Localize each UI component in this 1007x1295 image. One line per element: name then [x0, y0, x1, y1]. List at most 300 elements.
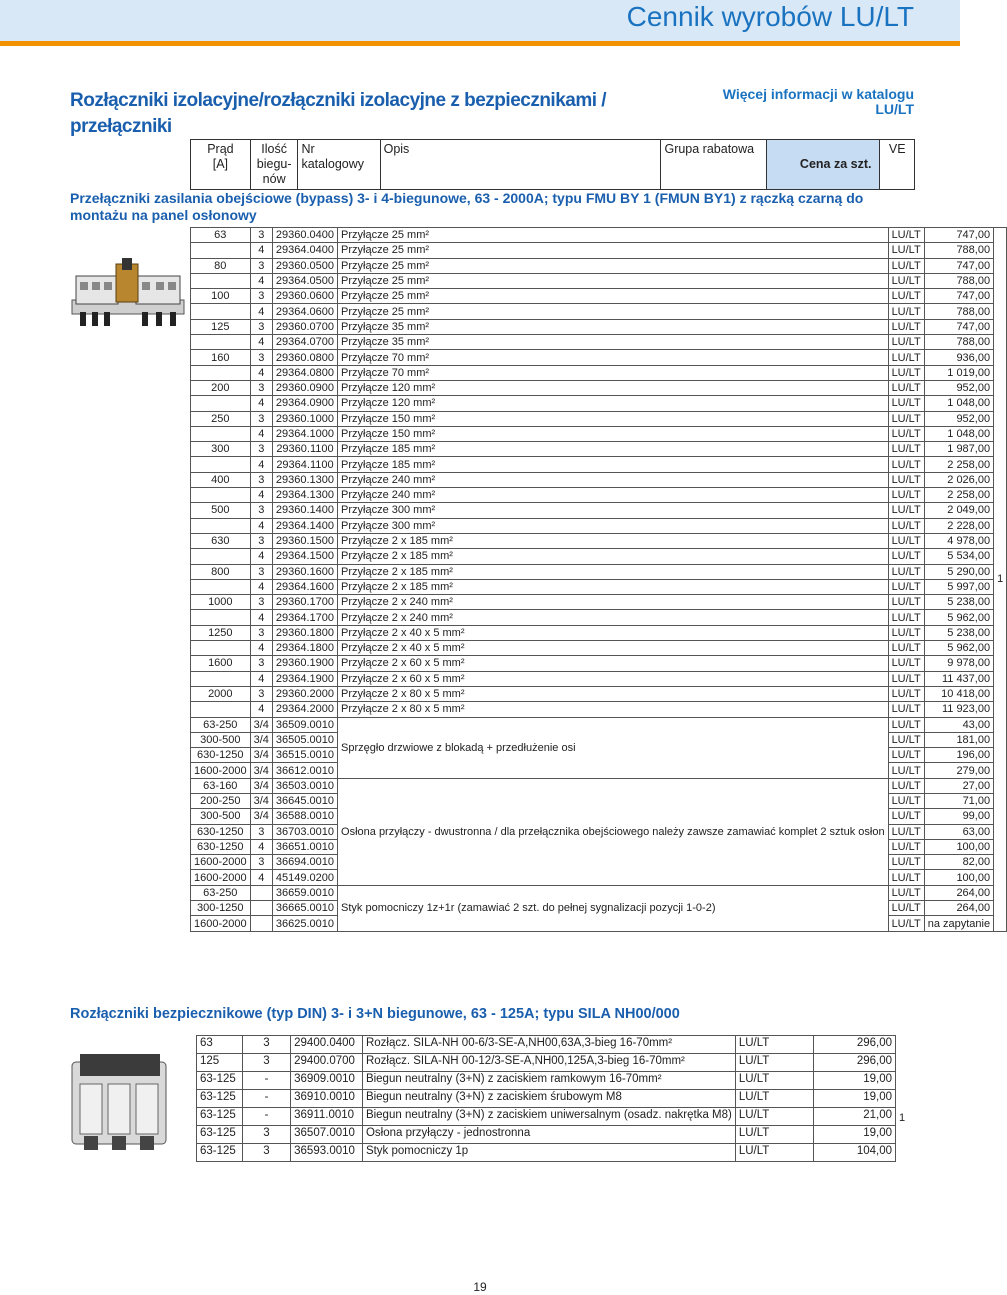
- table-row: [191, 411, 1007, 426]
- poles-cell: 3: [242, 1126, 290, 1144]
- discount-group-cell: LU/LT: [888, 289, 924, 304]
- description-cell: Przyłącze 25 mm²: [338, 304, 889, 319]
- description-cell: Przyłącze 150 mm²: [338, 411, 889, 426]
- price-cell: 19,00: [813, 1072, 895, 1090]
- catalog-number-cell: 29360.1600: [272, 564, 337, 579]
- catalog-info: [723, 87, 914, 117]
- col-prad: [191, 140, 251, 190]
- bypass-switch-photo: [72, 258, 184, 330]
- table-row: [191, 579, 1007, 594]
- current-cell: 1600-2000: [191, 763, 251, 778]
- price-cell: 2 258,00: [924, 457, 993, 472]
- fuse-switch-price-table: [196, 1035, 896, 1162]
- catalog-number-cell: 36694.0010: [272, 855, 337, 870]
- description-cell: Przyłącze 2 x 185 mm²: [338, 549, 889, 564]
- poles-cell: 3/4: [250, 809, 272, 824]
- price-cell: 2 258,00: [924, 488, 993, 503]
- discount-group-cell: LU/LT: [735, 1126, 813, 1144]
- catalog-number-cell: 29360.1300: [272, 472, 337, 487]
- description-cell: Przyłącze 2 x 40 x 5 mm²: [338, 641, 889, 656]
- price-cell: 10 418,00: [924, 686, 993, 701]
- discount-group-cell: LU/LT: [888, 824, 924, 839]
- table-row: [191, 426, 1007, 441]
- description-cell: Biegun neutralny (3+N) z zaciskiem uniwersalnym (osadz. nakrętka M8): [362, 1108, 735, 1126]
- catalog-number-cell: 29364.1300: [272, 488, 337, 503]
- price-cell: 5 962,00: [924, 610, 993, 625]
- discount-group-cell: LU/LT: [888, 426, 924, 441]
- catalog-number-cell: 36515.0010: [272, 748, 337, 763]
- price-cell: 19,00: [813, 1126, 895, 1144]
- catalog-number-cell: 36910.0010: [291, 1090, 363, 1108]
- catalog-number-cell: 36505.0010: [272, 732, 337, 747]
- price-cell: 5 962,00: [924, 641, 993, 656]
- poles-cell: 4: [250, 579, 272, 594]
- catalog-number-cell: 29364.1800: [272, 641, 337, 656]
- current-cell: 63-125: [197, 1108, 243, 1126]
- price-cell: 5 534,00: [924, 549, 993, 564]
- discount-group-cell: LU/LT: [888, 732, 924, 747]
- price-cell: 296,00: [813, 1054, 895, 1072]
- table-row: [191, 350, 1007, 365]
- current-cell: 500: [191, 503, 251, 518]
- section2-ve: 1: [899, 1112, 906, 1124]
- catalog-number-cell: 29400.0400: [291, 1036, 363, 1054]
- poles-cell: 4: [250, 335, 272, 350]
- poles-cell: 4: [250, 641, 272, 656]
- description-cell: Przyłącze 70 mm²: [338, 350, 889, 365]
- description-cell: Przyłącze 2 x 40 x 5 mm²: [338, 625, 889, 640]
- poles-cell: 3: [250, 595, 272, 610]
- poles-cell: 4: [250, 702, 272, 717]
- catalog-number-cell: 29360.1000: [272, 411, 337, 426]
- description-cell: Przyłącze 120 mm²: [338, 396, 889, 411]
- description-cell: Przyłącze 240 mm²: [338, 472, 889, 487]
- catalog-number-cell: 29360.1700: [272, 595, 337, 610]
- table-row: [191, 319, 1007, 334]
- current-cell: [191, 243, 251, 258]
- catalog-number-cell: 29400.0700: [291, 1054, 363, 1072]
- discount-group-cell: LU/LT: [888, 855, 924, 870]
- poles-cell: 3/4: [250, 748, 272, 763]
- poles-cell: 4: [250, 839, 272, 854]
- price-cell: na zapytanie: [924, 916, 993, 931]
- catalog-number-cell: 29364.1600: [272, 579, 337, 594]
- price-cell: 19,00: [813, 1090, 895, 1108]
- discount-group-cell: LU/LT: [888, 579, 924, 594]
- current-cell: 300-500: [191, 732, 251, 747]
- discount-group-cell: LU/LT: [888, 763, 924, 778]
- discount-group-cell: LU/LT: [888, 319, 924, 334]
- current-cell: 630: [191, 533, 251, 548]
- price-cell: 952,00: [924, 380, 993, 395]
- current-cell: 630-1250: [191, 824, 251, 839]
- col-cena: Cena za szt.: [766, 140, 880, 190]
- poles-cell: 3: [250, 656, 272, 671]
- accessory-description: Sprzęgło drzwiowe z blokadą + przedłużenie osi: [338, 717, 889, 778]
- description-cell: Przyłącze 2 x 240 mm²: [338, 610, 889, 625]
- price-cell: 952,00: [924, 411, 993, 426]
- discount-group-cell: LU/LT: [888, 549, 924, 564]
- current-cell: 200: [191, 380, 251, 395]
- discount-group-cell: LU/LT: [735, 1090, 813, 1108]
- discount-group-cell: LU/LT: [888, 472, 924, 487]
- description-cell: Biegun neutralny (3+N) z zaciskiem ramkowym 16-70mm²: [362, 1072, 735, 1090]
- catalog-number-cell: 45149.0200: [272, 870, 337, 885]
- description-cell: Przyłącze 25 mm²: [338, 243, 889, 258]
- current-cell: 100: [191, 289, 251, 304]
- discount-group-cell: LU/LT: [888, 916, 924, 931]
- discount-group-cell: LU/LT: [735, 1036, 813, 1054]
- description-cell: Przyłącze 25 mm²: [338, 273, 889, 288]
- current-cell: 63-250: [191, 717, 251, 732]
- discount-group-cell: LU/LT: [888, 778, 924, 793]
- table-row: [191, 610, 1007, 625]
- poles-cell: 3: [250, 503, 272, 518]
- price-cell: 747,00: [924, 319, 993, 334]
- poles-cell: 3: [250, 533, 272, 548]
- current-cell: 63-125: [197, 1126, 243, 1144]
- poles-cell: 4: [250, 365, 272, 380]
- current-cell: 63-125: [197, 1144, 243, 1162]
- discount-group-cell: LU/LT: [888, 885, 924, 900]
- table-row: [191, 549, 1007, 564]
- table-row: [191, 625, 1007, 640]
- discount-group-cell: LU/LT: [888, 839, 924, 854]
- catalog-number-cell: 36645.0010: [272, 793, 337, 808]
- current-cell: 125: [191, 319, 251, 334]
- table-row: [191, 656, 1007, 671]
- table-row: [191, 258, 1007, 273]
- description-cell: Rozłącz. SILA-NH 00-12/3-SE-A,NH00,125A,3-bieg 16-70mm²: [362, 1054, 735, 1072]
- current-cell: 1600-2000: [191, 870, 251, 885]
- catalog-number-cell: 36593.0010: [291, 1144, 363, 1162]
- price-cell: 196,00: [924, 748, 993, 763]
- current-cell: 1250: [191, 625, 251, 640]
- current-cell: [191, 273, 251, 288]
- catalog-number-cell: 36909.0010: [291, 1072, 363, 1090]
- current-cell: 630-1250: [191, 839, 251, 854]
- table-row: [191, 503, 1007, 518]
- current-cell: 300: [191, 442, 251, 457]
- catalog-number-cell: 29364.0900: [272, 396, 337, 411]
- discount-group-cell: LU/LT: [888, 457, 924, 472]
- current-cell: 160: [191, 350, 251, 365]
- discount-group-cell: LU/LT: [888, 533, 924, 548]
- catalog-number-cell: 29364.0400: [272, 243, 337, 258]
- price-cell: 5 997,00: [924, 579, 993, 594]
- poles-cell: 3/4: [250, 793, 272, 808]
- description-cell: Przyłącze 185 mm²: [338, 457, 889, 472]
- ve-cell: 1: [994, 228, 1007, 932]
- table-row: [191, 380, 1007, 395]
- page-number: 19: [473, 1280, 487, 1294]
- price-cell: 63,00: [924, 824, 993, 839]
- price-cell: 4 978,00: [924, 533, 993, 548]
- catalog-number-cell: 29360.1900: [272, 656, 337, 671]
- catalog-number-cell: 36703.0010: [272, 824, 337, 839]
- discount-group-cell: LU/LT: [888, 793, 924, 808]
- catalog-number-cell: 29364.0800: [272, 365, 337, 380]
- poles-cell: 4: [250, 273, 272, 288]
- price-cell: 43,00: [924, 717, 993, 732]
- catalog-number-cell: 36509.0010: [272, 717, 337, 732]
- catalog-number-cell: 29364.1500: [272, 549, 337, 564]
- table-row: [197, 1054, 896, 1072]
- poles-cell: [250, 916, 272, 931]
- price-cell: 2 049,00: [924, 503, 993, 518]
- catalog-number-cell: 29364.1900: [272, 671, 337, 686]
- price-cell: 5 238,00: [924, 625, 993, 640]
- poles-cell: 4: [250, 304, 272, 319]
- price-cell: 181,00: [924, 732, 993, 747]
- poles-cell: 4: [250, 518, 272, 533]
- price-cell: 747,00: [924, 258, 993, 273]
- description-cell: Przyłącze 2 x 240 mm²: [338, 595, 889, 610]
- section2-title: Rozłączniki bezpiecznikowe (typ DIN) 3- i 3+N biegunowe, 63 - 125A; typu SILA NH00/000: [70, 1006, 680, 1022]
- catalog-info-line2: LU/LT: [875, 101, 914, 117]
- discount-group-cell: LU/LT: [735, 1144, 813, 1162]
- poles-cell: 4: [250, 426, 272, 441]
- table-row: [197, 1108, 896, 1126]
- catalog-number-cell: 29364.1700: [272, 610, 337, 625]
- price-cell: 2 228,00: [924, 518, 993, 533]
- current-cell: 800: [191, 564, 251, 579]
- price-cell: 11 923,00: [924, 702, 993, 717]
- discount-group-cell: LU/LT: [888, 380, 924, 395]
- discount-group-cell: LU/LT: [888, 686, 924, 701]
- description-cell: Przyłącze 2 x 185 mm²: [338, 533, 889, 548]
- table-row: [197, 1144, 896, 1162]
- current-cell: [191, 579, 251, 594]
- price-cell: 788,00: [924, 273, 993, 288]
- catalog-number-cell: 29364.1000: [272, 426, 337, 441]
- page-header-title: Cennik wyrobów LU/LT: [626, 1, 914, 32]
- price-cell: 5 290,00: [924, 564, 993, 579]
- accessory-description: Styk pomocniczy 1z+1r (zamawiać 2 szt. do pełnej sygnalizacji pozycji 1-0-2): [338, 885, 889, 931]
- table-row: [191, 273, 1007, 288]
- catalog-number-cell: 36612.0010: [272, 763, 337, 778]
- description-cell: Przyłącze 70 mm²: [338, 365, 889, 380]
- poles-cell: 4: [250, 488, 272, 503]
- col-opis: Opis: [380, 140, 661, 190]
- catalog-number-cell: 29360.0600: [272, 289, 337, 304]
- current-cell: 63: [191, 228, 251, 243]
- description-cell: Przyłącze 2 x 185 mm²: [338, 579, 889, 594]
- current-cell: [191, 457, 251, 472]
- current-cell: 63-125: [197, 1090, 243, 1108]
- description-cell: Przyłącze 2 x 80 x 5 mm²: [338, 686, 889, 701]
- accessory-description: Osłona przyłączy - dwustronna / dla przełącznika obejściowego należy zawsze zamawiać komplet 2 sztuk osłon: [338, 778, 889, 885]
- price-cell: 279,00: [924, 763, 993, 778]
- price-cell: 100,00: [924, 870, 993, 885]
- poles-cell: 3: [250, 472, 272, 487]
- catalog-number-cell: 29360.1400: [272, 503, 337, 518]
- table-row: [191, 533, 1007, 548]
- col-prad-line1: Prąd: [207, 142, 234, 156]
- price-cell: 1 019,00: [924, 365, 993, 380]
- col-nr: Nr katalogowy: [298, 140, 380, 190]
- current-cell: 1000: [191, 595, 251, 610]
- discount-group-cell: LU/LT: [888, 335, 924, 350]
- discount-group-cell: LU/LT: [888, 350, 924, 365]
- current-cell: 80: [191, 258, 251, 273]
- table-row: [191, 518, 1007, 533]
- table-row: [191, 243, 1007, 258]
- current-cell: 200-250: [191, 793, 251, 808]
- price-cell: 264,00: [924, 901, 993, 916]
- table-row: [191, 595, 1007, 610]
- catalog-number-cell: 29360.0500: [272, 258, 337, 273]
- poles-cell: 3: [250, 625, 272, 640]
- poles-cell: 4: [250, 549, 272, 564]
- price-cell: 296,00: [813, 1036, 895, 1054]
- poles-cell: 3: [250, 228, 272, 243]
- poles-cell: 4: [250, 671, 272, 686]
- price-cell: 82,00: [924, 855, 993, 870]
- discount-group-cell: LU/LT: [888, 564, 924, 579]
- catalog-number-cell: 29364.0700: [272, 335, 337, 350]
- discount-group-cell: LU/LT: [888, 748, 924, 763]
- description-cell: Przyłącze 185 mm²: [338, 442, 889, 457]
- description-cell: Przyłącze 2 x 60 x 5 mm²: [338, 656, 889, 671]
- catalog-number-cell: 36659.0010: [272, 885, 337, 900]
- poles-cell: 3/4: [250, 763, 272, 778]
- poles-cell: 4: [250, 396, 272, 411]
- current-cell: 63-125: [197, 1072, 243, 1090]
- table-row: [191, 671, 1007, 686]
- current-cell: 63-160: [191, 778, 251, 793]
- discount-group-cell: LU/LT: [888, 809, 924, 824]
- poles-cell: 3: [242, 1036, 290, 1054]
- catalog-number-cell: 36665.0010: [272, 901, 337, 916]
- description-cell: Przyłącze 2 x 185 mm²: [338, 564, 889, 579]
- discount-group-cell: LU/LT: [888, 518, 924, 533]
- table-row: [191, 228, 1007, 243]
- catalog-number-cell: 36503.0010: [272, 778, 337, 793]
- catalog-number-cell: 29364.1100: [272, 457, 337, 472]
- poles-cell: -: [242, 1090, 290, 1108]
- discount-group-cell: LU/LT: [888, 671, 924, 686]
- poles-cell: 3: [250, 319, 272, 334]
- top-banner: [0, 0, 960, 41]
- description-cell: Osłona przyłączy - jednostronna: [362, 1126, 735, 1144]
- fuse-switch-photo: [66, 1048, 176, 1156]
- description-cell: Przyłącze 25 mm²: [338, 258, 889, 273]
- section1-subtitle: Przełączniki zasilania obejściowe (bypass) 3- i 4-biegunowe, 63 - 2000A; typu FMU BY 1 (FMUN BY1) z rączką czarną do montażu na panel osłonowy: [70, 190, 864, 223]
- current-cell: [191, 426, 251, 441]
- catalog-number-cell: 36507.0010: [291, 1126, 363, 1144]
- discount-group-cell: LU/LT: [888, 656, 924, 671]
- price-cell: 788,00: [924, 243, 993, 258]
- table-row: [191, 641, 1007, 656]
- table-row: [191, 564, 1007, 579]
- table-row: [197, 1126, 896, 1144]
- catalog-number-cell: 29360.2000: [272, 686, 337, 701]
- poles-cell: 3: [250, 442, 272, 457]
- current-cell: [191, 488, 251, 503]
- discount-group-cell: LU/LT: [888, 365, 924, 380]
- description-cell: Przyłącze 2 x 80 x 5 mm²: [338, 702, 889, 717]
- current-cell: 250: [191, 411, 251, 426]
- table-row: [197, 1036, 896, 1054]
- poles-cell: 3: [250, 289, 272, 304]
- table-row: [191, 289, 1007, 304]
- catalog-number-cell: 29364.2000: [272, 702, 337, 717]
- description-cell: Przyłącze 35 mm²: [338, 319, 889, 334]
- discount-group-cell: LU/LT: [888, 396, 924, 411]
- discount-group-cell: LU/LT: [735, 1054, 813, 1072]
- discount-group-cell: LU/LT: [888, 901, 924, 916]
- price-cell: 21,00: [813, 1108, 895, 1126]
- current-cell: [191, 335, 251, 350]
- col-ilosc-line1: Ilość: [261, 142, 287, 156]
- current-cell: [191, 518, 251, 533]
- price-cell: 5 238,00: [924, 595, 993, 610]
- catalog-number-cell: 36651.0010: [272, 839, 337, 854]
- discount-group-cell: LU/LT: [888, 258, 924, 273]
- price-cell: 936,00: [924, 350, 993, 365]
- discount-group-cell: LU/LT: [888, 304, 924, 319]
- description-cell: Biegun neutralny (3+N) z zaciskiem śrubowym M8: [362, 1090, 735, 1108]
- current-cell: [191, 671, 251, 686]
- table-row: [191, 885, 1007, 900]
- table-row: [191, 686, 1007, 701]
- poles-cell: -: [242, 1072, 290, 1090]
- col-ilosc: [250, 140, 298, 190]
- description-cell: Przyłącze 300 mm²: [338, 518, 889, 533]
- col-ve: VE: [880, 140, 915, 190]
- orange-divider: [0, 41, 960, 46]
- current-cell: [191, 304, 251, 319]
- description-cell: Przyłącze 25 mm²: [338, 228, 889, 243]
- discount-group-cell: LU/LT: [888, 641, 924, 656]
- catalog-number-cell: 29360.0900: [272, 380, 337, 395]
- table-row: [191, 702, 1007, 717]
- discount-group-cell: LU/LT: [888, 702, 924, 717]
- catalog-number-cell: 36625.0010: [272, 916, 337, 931]
- poles-cell: [250, 901, 272, 916]
- current-cell: 400: [191, 472, 251, 487]
- discount-group-cell: LU/LT: [888, 625, 924, 640]
- table-row: [191, 457, 1007, 472]
- description-cell: Przyłącze 300 mm²: [338, 503, 889, 518]
- current-cell: [191, 641, 251, 656]
- current-cell: 630-1250: [191, 748, 251, 763]
- current-cell: 2000: [191, 686, 251, 701]
- discount-group-cell: LU/LT: [888, 610, 924, 625]
- catalog-info-line1: Więcej informacji w katalogu: [722, 86, 914, 102]
- catalog-number-cell: 29360.0800: [272, 350, 337, 365]
- col-ilosc-line2: biegu-: [256, 157, 292, 171]
- poles-cell: 3: [250, 411, 272, 426]
- price-cell: 264,00: [924, 885, 993, 900]
- price-cell: 9 978,00: [924, 656, 993, 671]
- discount-group-cell: LU/LT: [888, 595, 924, 610]
- discount-group-cell: LU/LT: [888, 870, 924, 885]
- description-cell: Przyłącze 120 mm²: [338, 380, 889, 395]
- poles-cell: -: [242, 1108, 290, 1126]
- discount-group-cell: LU/LT: [888, 442, 924, 457]
- description-cell: Przyłącze 150 mm²: [338, 426, 889, 441]
- current-cell: 63: [197, 1036, 243, 1054]
- discount-group-cell: LU/LT: [735, 1072, 813, 1090]
- section1-title: Rozłączniki izolacyjne/rozłączniki izolacyjne z bezpiecznikami / przełączniki: [70, 90, 607, 137]
- catalog-number-cell: 29360.1500: [272, 533, 337, 548]
- discount-group-cell: LU/LT: [888, 488, 924, 503]
- table-row: [191, 365, 1007, 380]
- price-cell: 788,00: [924, 335, 993, 350]
- price-cell: 27,00: [924, 778, 993, 793]
